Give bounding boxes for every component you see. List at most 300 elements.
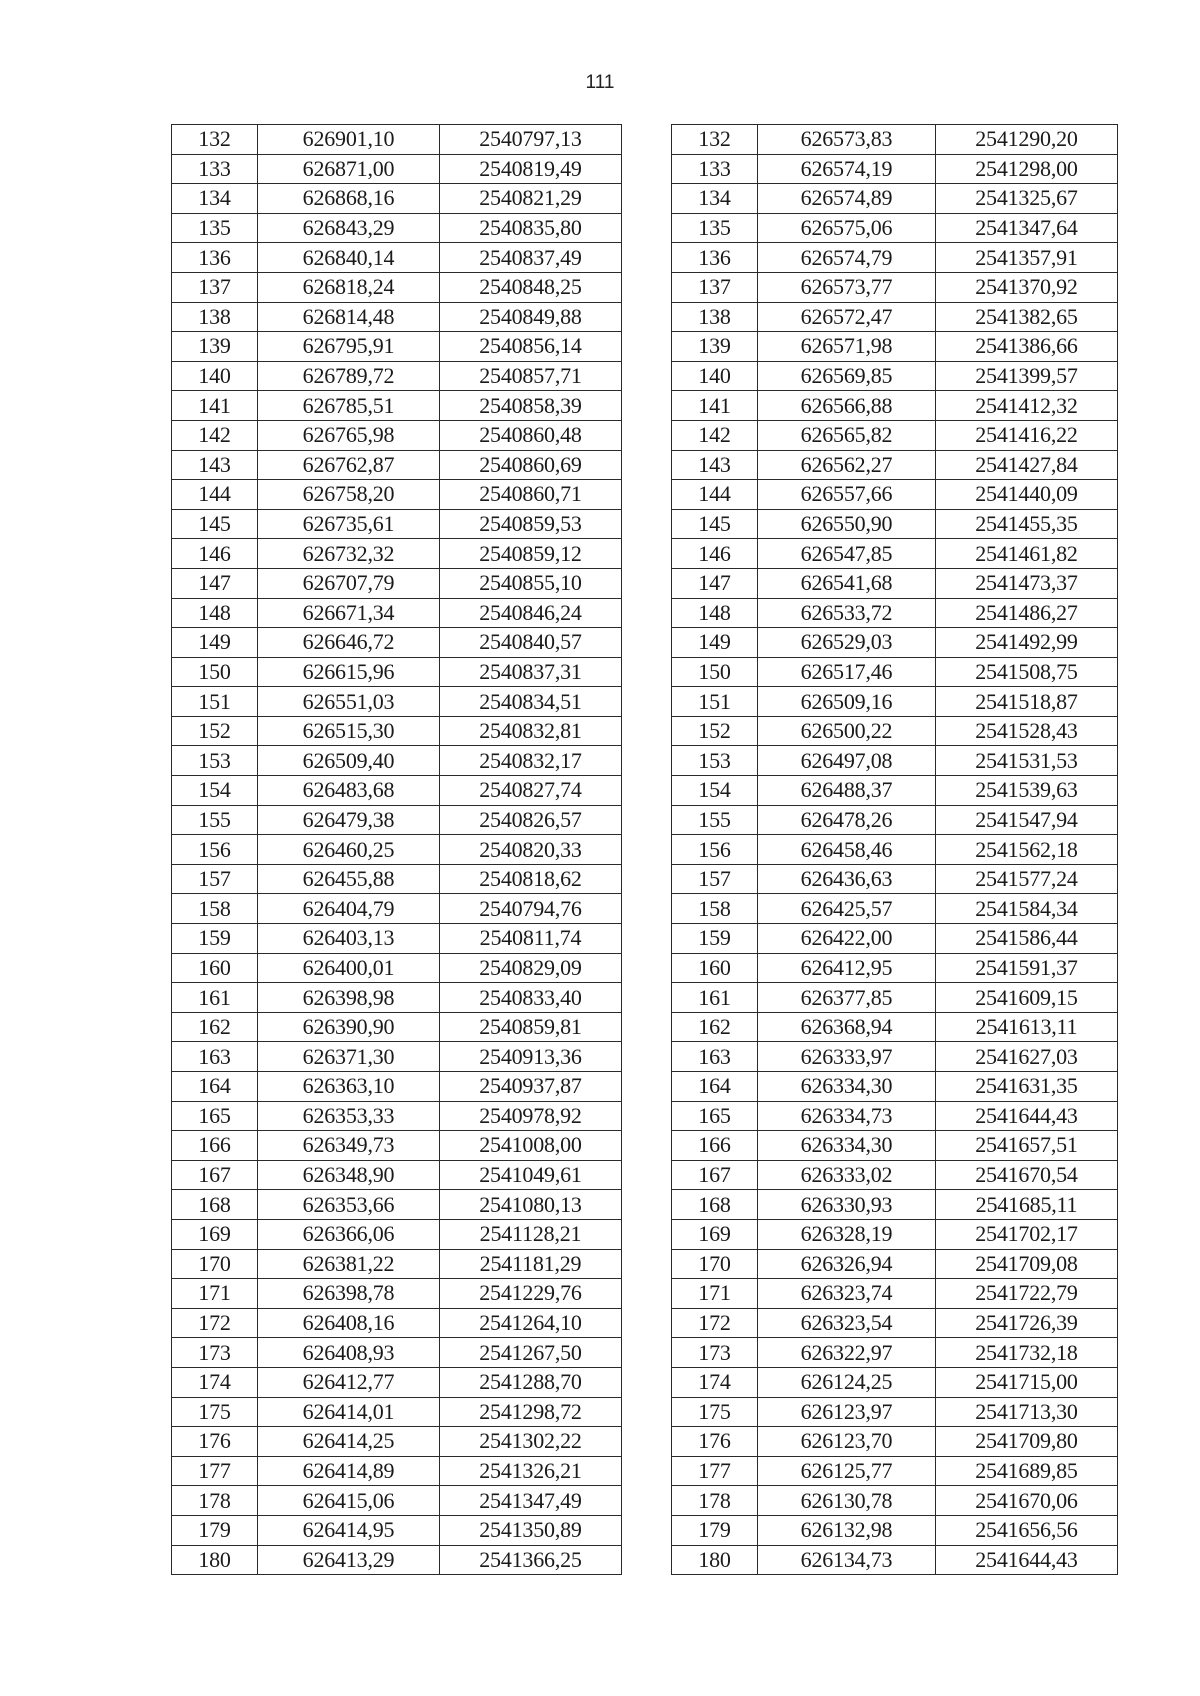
right-x-coordinate-cell: 626573,83	[758, 125, 936, 155]
left-x-coordinate-cell: 626353,33	[258, 1101, 440, 1131]
left-y-coordinate-cell: 2541264,10	[440, 1308, 622, 1338]
left-y-coordinate-cell: 2540860,48	[440, 420, 622, 450]
left-x-coordinate-cell: 626707,79	[258, 568, 440, 598]
right-y-coordinate-cell: 2541508,75	[936, 657, 1118, 687]
left-x-coordinate-cell: 626415,06	[258, 1486, 440, 1516]
right-x-coordinate-cell: 626497,08	[758, 746, 936, 776]
right-y-coordinate-cell: 2541584,34	[936, 894, 1118, 924]
left-x-coordinate-cell: 626404,79	[258, 894, 440, 924]
left-y-coordinate-cell: 2540818,62	[440, 864, 622, 894]
left-x-coordinate-cell: 626408,93	[258, 1338, 440, 1368]
left-x-coordinate-cell: 626732,32	[258, 539, 440, 569]
right-point-number-cell: 162	[672, 1012, 758, 1042]
left-x-coordinate-cell: 626366,06	[258, 1219, 440, 1249]
right-y-coordinate-cell: 2541709,80	[936, 1427, 1118, 1457]
right-point-number-cell: 180	[672, 1545, 758, 1575]
column-gap	[622, 1042, 672, 1072]
right-y-coordinate-cell: 2541325,67	[936, 184, 1118, 214]
column-gap	[622, 716, 672, 746]
right-point-number-cell: 149	[672, 628, 758, 658]
table-row	[172, 1397, 1118, 1427]
column-gap	[622, 628, 672, 658]
left-y-coordinate-cell: 2540832,81	[440, 716, 622, 746]
right-x-coordinate-cell: 626323,54	[758, 1308, 936, 1338]
left-y-coordinate-cell: 2540834,51	[440, 687, 622, 717]
left-point-number-cell: 146	[172, 539, 258, 569]
right-point-number-cell: 145	[672, 509, 758, 539]
left-y-coordinate-cell: 2540978,92	[440, 1101, 622, 1131]
right-point-number-cell: 134	[672, 184, 758, 214]
table-row	[172, 657, 1118, 687]
left-point-number-cell: 136	[172, 243, 258, 273]
left-x-coordinate-cell: 626414,01	[258, 1397, 440, 1427]
left-x-coordinate-cell: 626735,61	[258, 509, 440, 539]
left-y-coordinate-cell: 2541049,61	[440, 1160, 622, 1190]
table-row	[172, 864, 1118, 894]
left-point-number-cell: 164	[172, 1072, 258, 1102]
left-point-number-cell: 137	[172, 272, 258, 302]
table-row	[172, 1131, 1118, 1161]
left-point-number-cell: 177	[172, 1456, 258, 1486]
column-gap	[622, 125, 672, 155]
left-point-number-cell: 135	[172, 213, 258, 243]
left-y-coordinate-cell: 2540820,33	[440, 835, 622, 865]
right-x-coordinate-cell: 626134,73	[758, 1545, 936, 1575]
right-y-coordinate-cell: 2541722,79	[936, 1279, 1118, 1309]
column-gap	[622, 1308, 672, 1338]
left-y-coordinate-cell: 2540837,49	[440, 243, 622, 273]
right-x-coordinate-cell: 626377,85	[758, 983, 936, 1013]
table-row	[172, 1545, 1118, 1575]
right-y-coordinate-cell: 2541713,30	[936, 1397, 1118, 1427]
right-y-coordinate-cell: 2541427,84	[936, 450, 1118, 480]
left-y-coordinate-cell: 2540859,53	[440, 509, 622, 539]
right-x-coordinate-cell: 626334,30	[758, 1131, 936, 1161]
column-gap	[622, 598, 672, 628]
left-y-coordinate-cell: 2540797,13	[440, 125, 622, 155]
right-point-number-cell: 169	[672, 1219, 758, 1249]
right-y-coordinate-cell: 2541702,17	[936, 1219, 1118, 1249]
right-x-coordinate-cell: 626557,66	[758, 480, 936, 510]
right-point-number-cell: 136	[672, 243, 758, 273]
right-x-coordinate-cell: 626425,57	[758, 894, 936, 924]
right-x-coordinate-cell: 626478,26	[758, 805, 936, 835]
left-x-coordinate-cell: 626818,24	[258, 272, 440, 302]
column-gap	[622, 154, 672, 184]
right-x-coordinate-cell: 626529,03	[758, 628, 936, 658]
right-y-coordinate-cell: 2541609,15	[936, 983, 1118, 1013]
right-x-coordinate-cell: 626533,72	[758, 598, 936, 628]
left-y-coordinate-cell: 2541229,76	[440, 1279, 622, 1309]
column-gap	[622, 332, 672, 362]
column-gap	[622, 1427, 672, 1457]
column-gap	[622, 1456, 672, 1486]
left-point-number-cell: 152	[172, 716, 258, 746]
left-x-coordinate-cell: 626789,72	[258, 361, 440, 391]
table-row	[172, 835, 1118, 865]
left-y-coordinate-cell: 2540827,74	[440, 776, 622, 806]
table-row	[172, 1338, 1118, 1368]
page-number: 111	[585, 72, 615, 93]
right-point-number-cell: 165	[672, 1101, 758, 1131]
table-row	[172, 184, 1118, 214]
column-gap	[622, 568, 672, 598]
left-point-number-cell: 167	[172, 1160, 258, 1190]
left-point-number-cell: 165	[172, 1101, 258, 1131]
left-point-number-cell: 179	[172, 1515, 258, 1545]
left-x-coordinate-cell: 626671,34	[258, 598, 440, 628]
column-gap	[622, 1072, 672, 1102]
right-point-number-cell: 154	[672, 776, 758, 806]
right-y-coordinate-cell: 2541644,43	[936, 1101, 1118, 1131]
left-y-coordinate-cell: 2541288,70	[440, 1367, 622, 1397]
right-x-coordinate-cell: 626562,27	[758, 450, 936, 480]
right-x-coordinate-cell: 626322,97	[758, 1338, 936, 1368]
table-row	[172, 154, 1118, 184]
left-y-coordinate-cell: 2540860,69	[440, 450, 622, 480]
left-point-number-cell: 158	[172, 894, 258, 924]
table-row	[172, 539, 1118, 569]
column-gap	[622, 864, 672, 894]
left-y-coordinate-cell: 2541080,13	[440, 1190, 622, 1220]
right-y-coordinate-cell: 2541528,43	[936, 716, 1118, 746]
table-row	[172, 1190, 1118, 1220]
left-point-number-cell: 134	[172, 184, 258, 214]
left-y-coordinate-cell: 2540848,25	[440, 272, 622, 302]
left-point-number-cell: 149	[172, 628, 258, 658]
table-row	[172, 125, 1118, 155]
left-point-number-cell: 155	[172, 805, 258, 835]
left-point-number-cell: 162	[172, 1012, 258, 1042]
right-x-coordinate-cell: 626509,16	[758, 687, 936, 717]
left-point-number-cell: 138	[172, 302, 258, 332]
left-y-coordinate-cell: 2540833,40	[440, 983, 622, 1013]
left-y-coordinate-cell: 2541181,29	[440, 1249, 622, 1279]
left-x-coordinate-cell: 626871,00	[258, 154, 440, 184]
left-point-number-cell: 145	[172, 509, 258, 539]
column-gap	[622, 805, 672, 835]
column-gap	[622, 835, 672, 865]
left-y-coordinate-cell: 2540860,71	[440, 480, 622, 510]
table-row	[172, 716, 1118, 746]
column-gap	[622, 1367, 672, 1397]
left-point-number-cell: 156	[172, 835, 258, 865]
coordinates-table-body	[172, 125, 1118, 1575]
table-row	[172, 332, 1118, 362]
right-x-coordinate-cell: 626500,22	[758, 716, 936, 746]
right-x-coordinate-cell: 626571,98	[758, 332, 936, 362]
left-y-coordinate-cell: 2540849,88	[440, 302, 622, 332]
left-x-coordinate-cell: 626646,72	[258, 628, 440, 658]
right-y-coordinate-cell: 2541473,37	[936, 568, 1118, 598]
right-y-coordinate-cell: 2541492,99	[936, 628, 1118, 658]
right-x-coordinate-cell: 626566,88	[758, 391, 936, 421]
left-y-coordinate-cell: 2541267,50	[440, 1338, 622, 1368]
left-x-coordinate-cell: 626479,38	[258, 805, 440, 835]
right-y-coordinate-cell: 2541562,18	[936, 835, 1118, 865]
right-point-number-cell: 166	[672, 1131, 758, 1161]
right-point-number-cell: 179	[672, 1515, 758, 1545]
column-gap	[622, 1219, 672, 1249]
left-x-coordinate-cell: 626762,87	[258, 450, 440, 480]
right-point-number-cell: 144	[672, 480, 758, 510]
right-y-coordinate-cell: 2541399,57	[936, 361, 1118, 391]
left-x-coordinate-cell: 626371,30	[258, 1042, 440, 1072]
column-gap	[622, 391, 672, 421]
right-point-number-cell: 164	[672, 1072, 758, 1102]
table-row	[172, 568, 1118, 598]
coordinates-table	[171, 124, 1118, 1575]
left-point-number-cell: 133	[172, 154, 258, 184]
column-gap	[622, 213, 672, 243]
left-x-coordinate-cell: 626413,29	[258, 1545, 440, 1575]
right-point-number-cell: 173	[672, 1338, 758, 1368]
column-gap	[622, 924, 672, 954]
right-x-coordinate-cell: 626550,90	[758, 509, 936, 539]
left-x-coordinate-cell: 626403,13	[258, 924, 440, 954]
column-gap	[622, 243, 672, 273]
right-x-coordinate-cell: 626123,97	[758, 1397, 936, 1427]
right-x-coordinate-cell: 626412,95	[758, 953, 936, 983]
left-y-coordinate-cell: 2540856,14	[440, 332, 622, 362]
right-y-coordinate-cell: 2541547,94	[936, 805, 1118, 835]
column-gap	[622, 1101, 672, 1131]
right-x-coordinate-cell: 626574,79	[758, 243, 936, 273]
right-y-coordinate-cell: 2541386,66	[936, 332, 1118, 362]
left-point-number-cell: 178	[172, 1486, 258, 1516]
left-point-number-cell: 169	[172, 1219, 258, 1249]
left-point-number-cell: 147	[172, 568, 258, 598]
right-x-coordinate-cell: 626125,77	[758, 1456, 936, 1486]
left-y-coordinate-cell: 2540826,57	[440, 805, 622, 835]
right-y-coordinate-cell: 2541531,53	[936, 746, 1118, 776]
right-y-coordinate-cell: 2541656,56	[936, 1515, 1118, 1545]
column-gap	[622, 776, 672, 806]
left-point-number-cell: 141	[172, 391, 258, 421]
right-y-coordinate-cell: 2541357,91	[936, 243, 1118, 273]
right-point-number-cell: 167	[672, 1160, 758, 1190]
left-point-number-cell: 172	[172, 1308, 258, 1338]
column-gap	[622, 1131, 672, 1161]
table-row	[172, 509, 1118, 539]
table-row	[172, 1515, 1118, 1545]
left-x-coordinate-cell: 626795,91	[258, 332, 440, 362]
column-gap	[622, 1190, 672, 1220]
table-row	[172, 894, 1118, 924]
left-point-number-cell: 150	[172, 657, 258, 687]
right-point-number-cell: 163	[672, 1042, 758, 1072]
left-x-coordinate-cell: 626483,68	[258, 776, 440, 806]
right-y-coordinate-cell: 2541486,27	[936, 598, 1118, 628]
right-y-coordinate-cell: 2541455,35	[936, 509, 1118, 539]
right-x-coordinate-cell: 626574,19	[758, 154, 936, 184]
left-y-coordinate-cell: 2540840,57	[440, 628, 622, 658]
table-row	[172, 1456, 1118, 1486]
left-x-coordinate-cell: 626349,73	[258, 1131, 440, 1161]
right-point-number-cell: 143	[672, 450, 758, 480]
left-point-number-cell: 171	[172, 1279, 258, 1309]
right-x-coordinate-cell: 626488,37	[758, 776, 936, 806]
right-y-coordinate-cell: 2541416,22	[936, 420, 1118, 450]
table-row	[172, 1012, 1118, 1042]
left-point-number-cell: 143	[172, 450, 258, 480]
table-row	[172, 361, 1118, 391]
left-y-coordinate-cell: 2541298,72	[440, 1397, 622, 1427]
left-y-coordinate-cell: 2540819,49	[440, 154, 622, 184]
table-row	[172, 1486, 1118, 1516]
column-gap	[622, 1279, 672, 1309]
left-y-coordinate-cell: 2540837,31	[440, 657, 622, 687]
right-y-coordinate-cell: 2541670,54	[936, 1160, 1118, 1190]
table-row	[172, 213, 1118, 243]
left-x-coordinate-cell: 626758,20	[258, 480, 440, 510]
table-row	[172, 450, 1118, 480]
right-point-number-cell: 158	[672, 894, 758, 924]
right-y-coordinate-cell: 2541644,43	[936, 1545, 1118, 1575]
left-x-coordinate-cell: 626785,51	[258, 391, 440, 421]
right-y-coordinate-cell: 2541689,85	[936, 1456, 1118, 1486]
right-point-number-cell: 146	[672, 539, 758, 569]
left-point-number-cell: 170	[172, 1249, 258, 1279]
table-row	[172, 420, 1118, 450]
right-y-coordinate-cell: 2541518,87	[936, 687, 1118, 717]
right-point-number-cell: 161	[672, 983, 758, 1013]
left-x-coordinate-cell: 626390,90	[258, 1012, 440, 1042]
right-point-number-cell: 150	[672, 657, 758, 687]
right-point-number-cell: 178	[672, 1486, 758, 1516]
column-gap	[622, 1397, 672, 1427]
column-gap	[622, 361, 672, 391]
table-row	[172, 1101, 1118, 1131]
column-gap	[622, 1338, 672, 1368]
right-x-coordinate-cell: 626326,94	[758, 1249, 936, 1279]
right-x-coordinate-cell: 626130,78	[758, 1486, 936, 1516]
right-y-coordinate-cell: 2541709,08	[936, 1249, 1118, 1279]
left-y-coordinate-cell: 2540835,80	[440, 213, 622, 243]
right-y-coordinate-cell: 2541631,35	[936, 1072, 1118, 1102]
left-y-coordinate-cell: 2540859,81	[440, 1012, 622, 1042]
right-point-number-cell: 168	[672, 1190, 758, 1220]
left-x-coordinate-cell: 626868,16	[258, 184, 440, 214]
left-point-number-cell: 168	[172, 1190, 258, 1220]
table-row	[172, 746, 1118, 776]
column-gap	[622, 746, 672, 776]
right-point-number-cell: 138	[672, 302, 758, 332]
left-y-coordinate-cell: 2541128,21	[440, 1219, 622, 1249]
left-point-number-cell: 132	[172, 125, 258, 155]
left-x-coordinate-cell: 626615,96	[258, 657, 440, 687]
column-gap	[622, 687, 672, 717]
left-point-number-cell: 174	[172, 1367, 258, 1397]
left-y-coordinate-cell: 2540829,09	[440, 953, 622, 983]
table-row	[172, 598, 1118, 628]
left-y-coordinate-cell: 2540811,74	[440, 924, 622, 954]
right-x-coordinate-cell: 626328,19	[758, 1219, 936, 1249]
right-point-number-cell: 140	[672, 361, 758, 391]
right-y-coordinate-cell: 2541290,20	[936, 125, 1118, 155]
right-y-coordinate-cell: 2541657,51	[936, 1131, 1118, 1161]
right-x-coordinate-cell: 626569,85	[758, 361, 936, 391]
column-gap	[622, 953, 672, 983]
right-x-coordinate-cell: 626124,25	[758, 1367, 936, 1397]
left-x-coordinate-cell: 626460,25	[258, 835, 440, 865]
left-x-coordinate-cell: 626414,95	[258, 1515, 440, 1545]
right-point-number-cell: 171	[672, 1279, 758, 1309]
left-point-number-cell: 161	[172, 983, 258, 1013]
column-gap	[622, 272, 672, 302]
table-row	[172, 1367, 1118, 1397]
right-x-coordinate-cell: 626547,85	[758, 539, 936, 569]
right-y-coordinate-cell: 2541577,24	[936, 864, 1118, 894]
left-x-coordinate-cell: 626765,98	[258, 420, 440, 450]
left-x-coordinate-cell: 626840,14	[258, 243, 440, 273]
left-y-coordinate-cell: 2540937,87	[440, 1072, 622, 1102]
column-gap	[622, 1486, 672, 1516]
left-y-coordinate-cell: 2541302,22	[440, 1427, 622, 1457]
left-x-coordinate-cell: 626353,66	[258, 1190, 440, 1220]
table-row	[172, 628, 1118, 658]
right-point-number-cell: 142	[672, 420, 758, 450]
left-point-number-cell: 140	[172, 361, 258, 391]
column-gap	[622, 420, 672, 450]
left-y-coordinate-cell: 2540821,29	[440, 184, 622, 214]
column-gap	[622, 1012, 672, 1042]
right-x-coordinate-cell: 626333,02	[758, 1160, 936, 1190]
left-point-number-cell: 153	[172, 746, 258, 776]
left-x-coordinate-cell: 626515,30	[258, 716, 440, 746]
right-point-number-cell: 148	[672, 598, 758, 628]
table-row	[172, 1427, 1118, 1457]
table-row	[172, 953, 1118, 983]
right-y-coordinate-cell: 2541412,32	[936, 391, 1118, 421]
left-y-coordinate-cell: 2540913,36	[440, 1042, 622, 1072]
table-row	[172, 983, 1118, 1013]
column-gap	[622, 1160, 672, 1190]
right-x-coordinate-cell: 626565,82	[758, 420, 936, 450]
right-point-number-cell: 137	[672, 272, 758, 302]
table-row	[172, 776, 1118, 806]
left-x-coordinate-cell: 626455,88	[258, 864, 440, 894]
right-point-number-cell: 152	[672, 716, 758, 746]
table-row	[172, 1249, 1118, 1279]
column-gap	[622, 539, 672, 569]
left-point-number-cell: 154	[172, 776, 258, 806]
left-point-number-cell: 159	[172, 924, 258, 954]
table-row	[172, 924, 1118, 954]
left-point-number-cell: 142	[172, 420, 258, 450]
left-y-coordinate-cell: 2541366,25	[440, 1545, 622, 1575]
left-point-number-cell: 160	[172, 953, 258, 983]
left-point-number-cell: 139	[172, 332, 258, 362]
right-y-coordinate-cell: 2541591,37	[936, 953, 1118, 983]
right-y-coordinate-cell: 2541726,39	[936, 1308, 1118, 1338]
table-row	[172, 1308, 1118, 1338]
right-y-coordinate-cell: 2541382,65	[936, 302, 1118, 332]
right-point-number-cell: 135	[672, 213, 758, 243]
left-point-number-cell: 180	[172, 1545, 258, 1575]
right-y-coordinate-cell: 2541440,09	[936, 480, 1118, 510]
right-x-coordinate-cell: 626123,70	[758, 1427, 936, 1457]
left-y-coordinate-cell: 2541347,49	[440, 1486, 622, 1516]
right-point-number-cell: 139	[672, 332, 758, 362]
right-point-number-cell: 132	[672, 125, 758, 155]
left-point-number-cell: 163	[172, 1042, 258, 1072]
left-x-coordinate-cell: 626509,40	[258, 746, 440, 776]
right-point-number-cell: 147	[672, 568, 758, 598]
right-y-coordinate-cell: 2541613,11	[936, 1012, 1118, 1042]
right-y-coordinate-cell: 2541539,63	[936, 776, 1118, 806]
left-x-coordinate-cell: 626381,22	[258, 1249, 440, 1279]
